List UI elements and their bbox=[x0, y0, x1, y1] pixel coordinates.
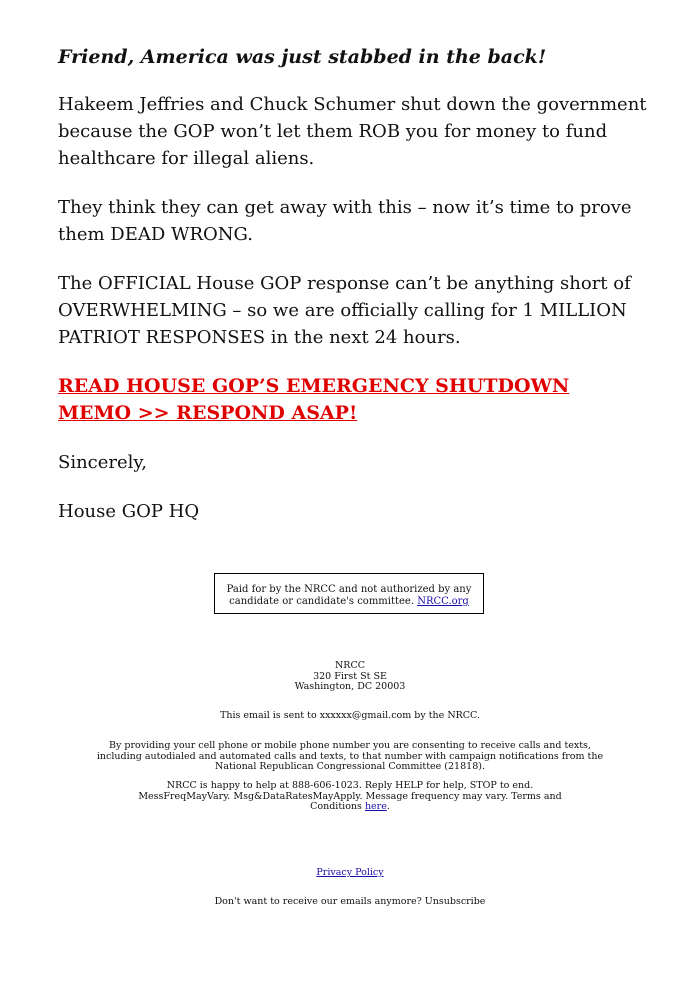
terms-link[interactable]: here bbox=[364, 801, 387, 812]
unsubscribe-text[interactable]: Don't want to receive our emails anymore? Unsubscribe bbox=[214, 896, 486, 907]
signoff: Sincerely, bbox=[58, 452, 147, 473]
help-text: NRCC is happy to help at 888-606-1023. Reply HELP for help, STOP to end. MessFreqMayVary. Msg&DataRatesMayApply. Message frequency may vary. Terms and Conditions here. bbox=[138, 780, 562, 812]
paragraph: Hakeem Jeffries and Chuck Schumer shut down the government because the GOP won’t let them ROB you for money to fund healthcare for illegal aliens. bbox=[58, 94, 647, 169]
privacy-policy-link[interactable]: Privacy Policy bbox=[316, 867, 384, 878]
sent-to: This email is sent to xxxxxx@gmail.com by the NRCC. bbox=[219, 710, 481, 721]
cta-link[interactable]: READ HOUSE GOP’S EMERGENCY SHUTDOWN MEMO >> RESPOND ASAP! bbox=[58, 375, 570, 424]
paragraph: They think they can get away with this – now it’s time to prove them DEAD WRONG. bbox=[58, 197, 632, 245]
privacy-row bbox=[90, 868, 610, 879]
signature: House GOP HQ bbox=[58, 501, 200, 522]
street: 320 First St SE bbox=[313, 670, 387, 682]
disclaimer-text: Paid for by the NRCC and not authorized by any candidate or candidate's committee. bbox=[226, 584, 472, 607]
email-body bbox=[58, 44, 648, 547]
nrcc-link[interactable]: NRCC.org bbox=[417, 596, 469, 607]
paragraph: The OFFICIAL House GOP response can’t be anything short of OVERWHELMING – so we are officially calling for 1 MILLION PATRIOT RESPONSES in the next 24 hours. bbox=[58, 273, 631, 348]
org-name: NRCC bbox=[334, 660, 365, 671]
address bbox=[90, 661, 610, 693]
headline: Friend, America was just stabbed in the back! bbox=[58, 46, 547, 68]
help-text-body: NRCC is happy to help at 888-606-1023. Reply HELP for help, STOP to end. MessFreqMayVary. Msg&DataRatesMayApply. Message frequency may vary. Terms and Conditions bbox=[138, 780, 562, 812]
disclaimer-box bbox=[214, 573, 484, 614]
consent-text: By providing your cell phone or mobile phone number you are consenting to receive calls and texts, including autodialed and automated calls and texts, to that number with campaign notifications from the National Republican Congressional Committee (21818). bbox=[96, 740, 604, 772]
city: Washington, DC 20003 bbox=[294, 681, 406, 692]
